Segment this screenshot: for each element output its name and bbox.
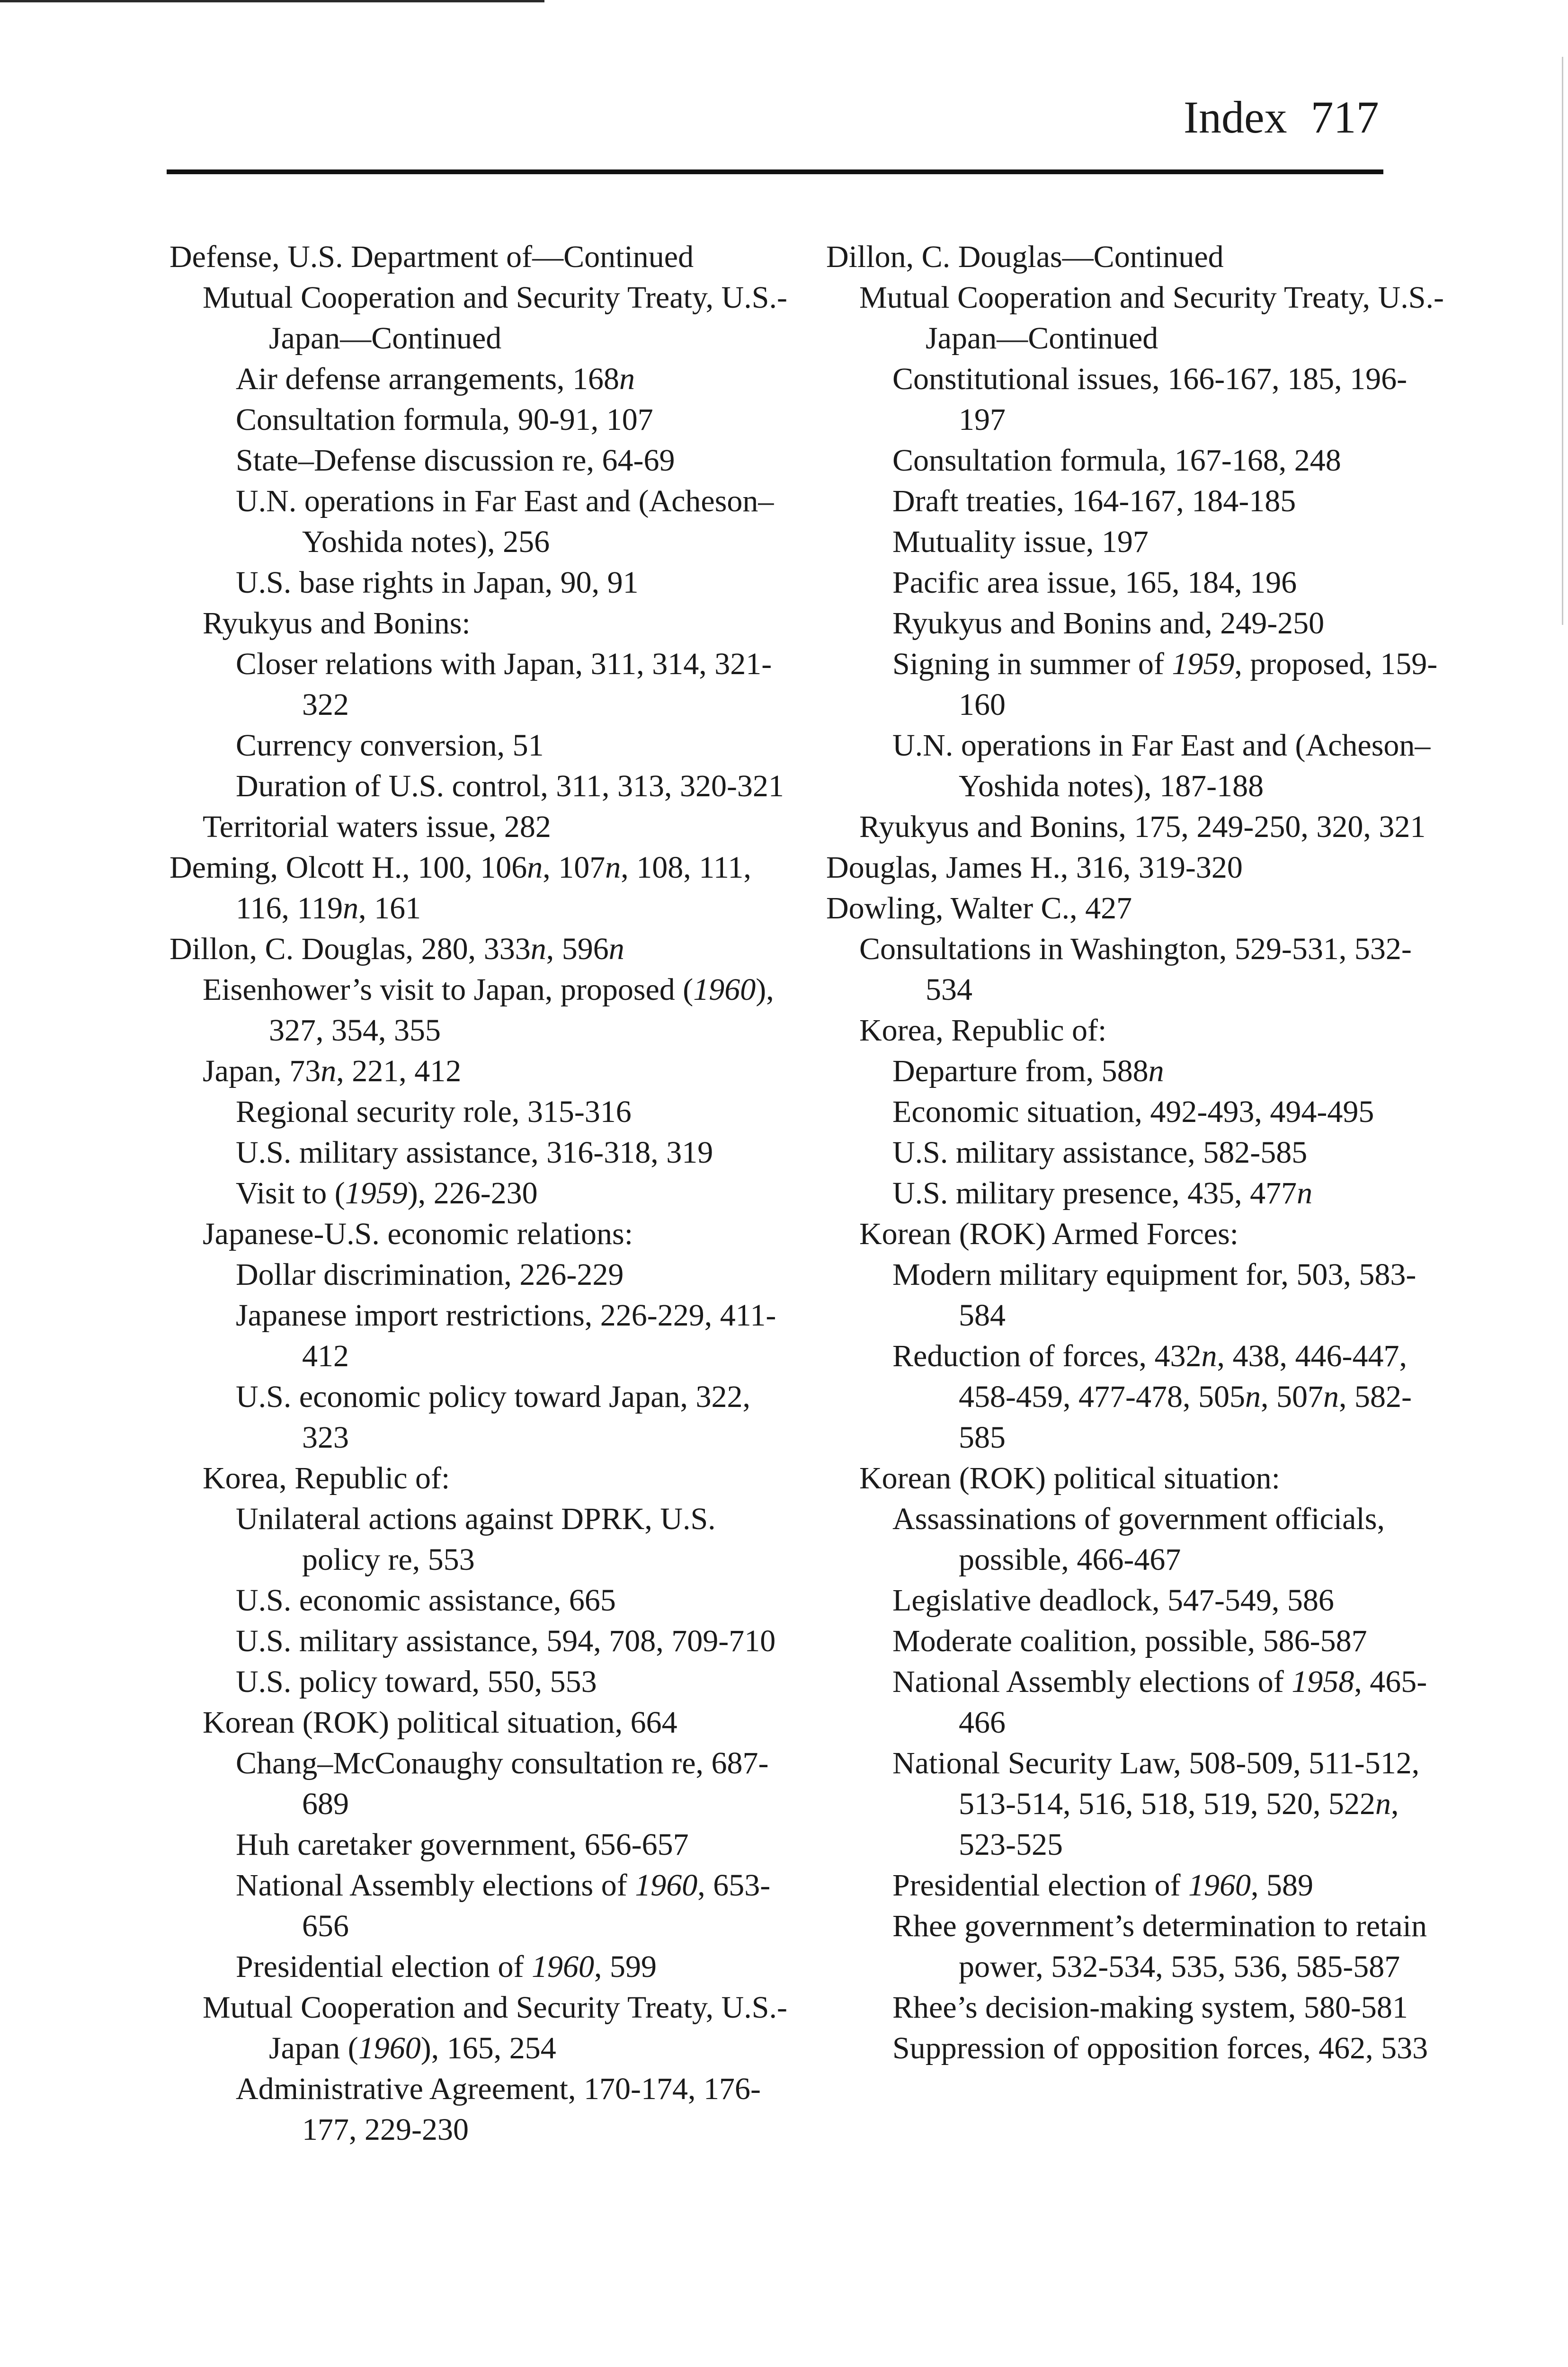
index-entry: Korean (ROK) political situation:	[859, 1461, 1280, 1495]
index-entry: Korean (ROK) political situation, 664	[203, 1705, 677, 1740]
index-entry: Japan, 73n, 221, 412	[203, 1054, 462, 1088]
index-entry: Unilateral actions against DPRK, U.S. policy re, 553	[236, 1502, 716, 1577]
index-entry: Modern military equipment for, 503, 583-584	[892, 1257, 1417, 1333]
index-entry: Pacific area issue, 165, 184, 196	[892, 565, 1297, 600]
index-entry: U.N. operations in Far East and (Acheson–Yoshida notes), 187-188	[892, 728, 1431, 803]
index-column-right	[826, 237, 1451, 2069]
index-entry: Economic situation, 492-493, 494-495	[892, 1095, 1374, 1129]
index-entry: Rhee government’s determination to retain power, 532-534, 535, 536, 585-587	[892, 1909, 1427, 1984]
index-entry: Constitutional issues, 166-167, 185, 196-197	[892, 362, 1408, 437]
index-entry: Dillon, C. Douglas, 280, 333n, 596n	[169, 932, 624, 966]
index-entry: U.S. economic assistance, 665	[236, 1583, 616, 1618]
index-entry: Dowling, Walter C., 427	[826, 891, 1132, 925]
index-entry: Assassinations of government officials, possible, 466-467	[892, 1502, 1385, 1577]
index-entry: Consultation formula, 90-91, 107	[236, 402, 653, 437]
index-entry: Territorial waters issue, 282	[203, 810, 551, 844]
index-entry: Legislative deadlock, 547-549, 586	[892, 1583, 1334, 1618]
index-entry: Air defense arrangements, 168n	[236, 362, 635, 396]
index-entry: National Security Law, 508-509, 511-512, 513-514, 516, 518, 519, 520, 522n, 523-525	[892, 1746, 1420, 1862]
index-entry: Ryukyus and Bonins, 175, 249-250, 320, 321	[859, 810, 1426, 844]
index-entry: Dollar discrimination, 226-229	[236, 1257, 624, 1292]
index-entry: Suppression of opposition forces, 462, 533	[892, 2031, 1428, 2065]
index-entry: Huh caretaker government, 656-657	[236, 1827, 689, 1862]
index-entry: Currency conversion, 51	[236, 728, 544, 763]
index-entry: Regional security role, 315-316	[236, 1095, 632, 1129]
index-entry: Mutuality issue, 197	[892, 525, 1149, 559]
index-entry: Deming, Olcott H., 100, 106n, 107n, 108, 111, 116, 119n, 161	[169, 850, 751, 925]
page-number: 717	[1310, 92, 1379, 142]
index-entry: Japanese-U.S. economic relations:	[203, 1217, 633, 1251]
index-entry: Reduction of forces, 432n, 438, 446-447, 458-459, 477-478, 505n, 507n, 582-585	[892, 1339, 1412, 1455]
index-entry: Korea, Republic of:	[859, 1013, 1107, 1048]
index-entry: Draft treaties, 164-167, 184-185	[892, 484, 1296, 518]
index-entry: U.S. economic policy toward Japan, 322, 323	[236, 1379, 750, 1455]
index-entry: Moderate coalition, possible, 586-587	[892, 1624, 1367, 1658]
index-entry: Closer relations with Japan, 311, 314, 321-322	[236, 647, 772, 722]
index-entry: Defense, U.S. Department of—Continued	[169, 240, 694, 274]
index-entry: Mutual Cooperation and Security Treaty, U.S.-Japan—Continued	[859, 280, 1444, 356]
index-entry: Douglas, James H., 316, 319-320	[826, 850, 1243, 885]
index-entry: Consultation formula, 167-168, 248	[892, 443, 1341, 478]
index-entry: Mutual Cooperation and Security Treaty, U.S.-Japan (1960), 165, 254	[203, 1990, 787, 2065]
index-entry: Departure from, 588n	[892, 1054, 1164, 1088]
index-entry: Consultations in Washington, 529-531, 532-534	[859, 932, 1412, 1007]
index-entry: U.S. military assistance, 582-585	[892, 1135, 1308, 1170]
index-entry: U.S. military presence, 435, 477n	[892, 1176, 1313, 1210]
index-entry: Dillon, C. Douglas—Continued	[826, 240, 1224, 274]
index-entry: Signing in summer of 1959, proposed, 159-160	[892, 647, 1438, 722]
index-entry: Japanese import restrictions, 226-229, 411-412	[236, 1298, 776, 1373]
header-title: Index	[1184, 92, 1287, 142]
index-entry: Duration of U.S. control, 311, 313, 320-321	[236, 769, 784, 803]
index-entry: Administrative Agreement, 170-174, 176-177, 229-230	[236, 2072, 761, 2147]
index-entry: Eisenhower’s visit to Japan, proposed (1960), 327, 354, 355	[203, 972, 774, 1048]
running-header	[1184, 92, 1379, 142]
index-entry: Ryukyus and Bonins and, 249-250	[892, 606, 1325, 641]
index-entry: National Assembly elections of 1958, 465-466	[892, 1664, 1427, 1740]
index-entry: Mutual Cooperation and Security Treaty, U.S.-Japan—Continued	[203, 280, 787, 356]
scan-right-edge	[1562, 57, 1563, 625]
index-entry: Korea, Republic of:	[203, 1461, 450, 1495]
index-entry: Chang–McConaughy consultation re, 687-689	[236, 1746, 769, 1821]
index-entry: Presidential election of 1960, 599	[236, 1949, 657, 1984]
index-entry: U.S. military assistance, 594, 708, 709-710	[236, 1624, 776, 1658]
header-rule	[167, 169, 1383, 174]
index-entry: Visit to (1959), 226-230	[236, 1176, 538, 1210]
index-column-left	[169, 237, 794, 2150]
index-entry: National Assembly elections of 1960, 653-656	[236, 1868, 771, 1943]
index-entry: Presidential election of 1960, 589	[892, 1868, 1313, 1903]
index-entry: U.S. military assistance, 316-318, 319	[236, 1135, 713, 1170]
index-entry: U.S. base rights in Japan, 90, 91	[236, 565, 639, 600]
index-entry: State–Defense discussion re, 64-69	[236, 443, 675, 478]
scan-top-edge	[0, 0, 544, 2]
index-entry: Rhee’s decision-making system, 580-581	[892, 1990, 1408, 2025]
index-entry: Ryukyus and Bonins:	[203, 606, 471, 641]
index-entry: U.N. operations in Far East and (Acheson–Yoshida notes), 256	[236, 484, 774, 559]
index-entry: U.S. policy toward, 550, 553	[236, 1664, 597, 1699]
index-entry: Korean (ROK) Armed Forces:	[859, 1217, 1238, 1251]
